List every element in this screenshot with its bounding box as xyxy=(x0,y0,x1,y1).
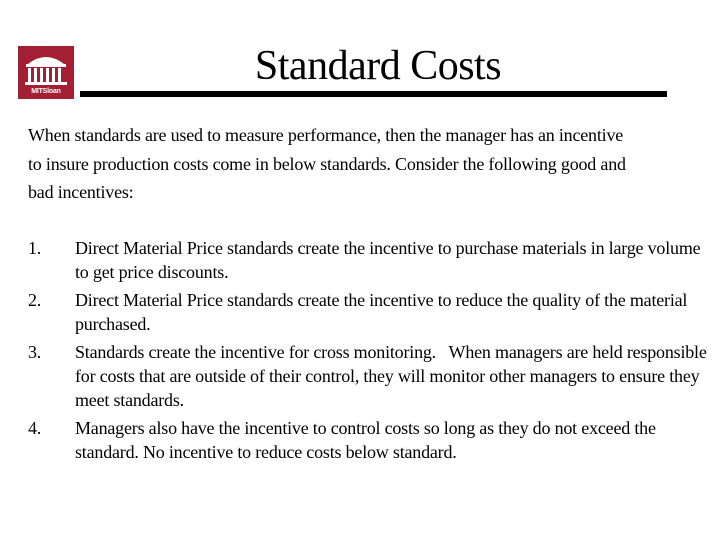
list-number: 1. xyxy=(28,238,42,258)
incentives-list xyxy=(28,236,718,468)
list-item xyxy=(28,288,718,336)
title-rule xyxy=(80,91,667,97)
page-title: Standard Costs xyxy=(254,43,502,89)
list-number: 4. xyxy=(28,418,42,438)
mit-sloan-logo xyxy=(18,46,74,99)
list-item-text: Direct Material Price standards create the incentive to purchase materials in large volume to get price discounts. xyxy=(75,238,701,282)
intro-paragraph: When standards are used to measure performance, then the manager has an incentive to insure production costs come in below standards. Consider the following good and bad incentives: xyxy=(28,125,626,202)
list-number: 2. xyxy=(28,290,42,310)
list-item xyxy=(28,416,718,464)
list-item xyxy=(28,340,718,412)
list-item-text: Managers also have the incentive to control costs so long as they do not exceed the standard. No incentive to reduce costs below standard. xyxy=(75,418,656,462)
list-item-text: Direct Material Price standards create the incentive to reduce the quality of the material purchased. xyxy=(75,290,688,334)
list-number: 3. xyxy=(28,342,42,362)
list-item-text: Standards create the incentive for cross monitoring. When managers are held responsible for costs that are outside of their control, they will monitor other managers to ensure they meet standards. xyxy=(75,342,711,410)
logo-text: MITSloan xyxy=(31,88,61,95)
list-item xyxy=(28,236,718,284)
